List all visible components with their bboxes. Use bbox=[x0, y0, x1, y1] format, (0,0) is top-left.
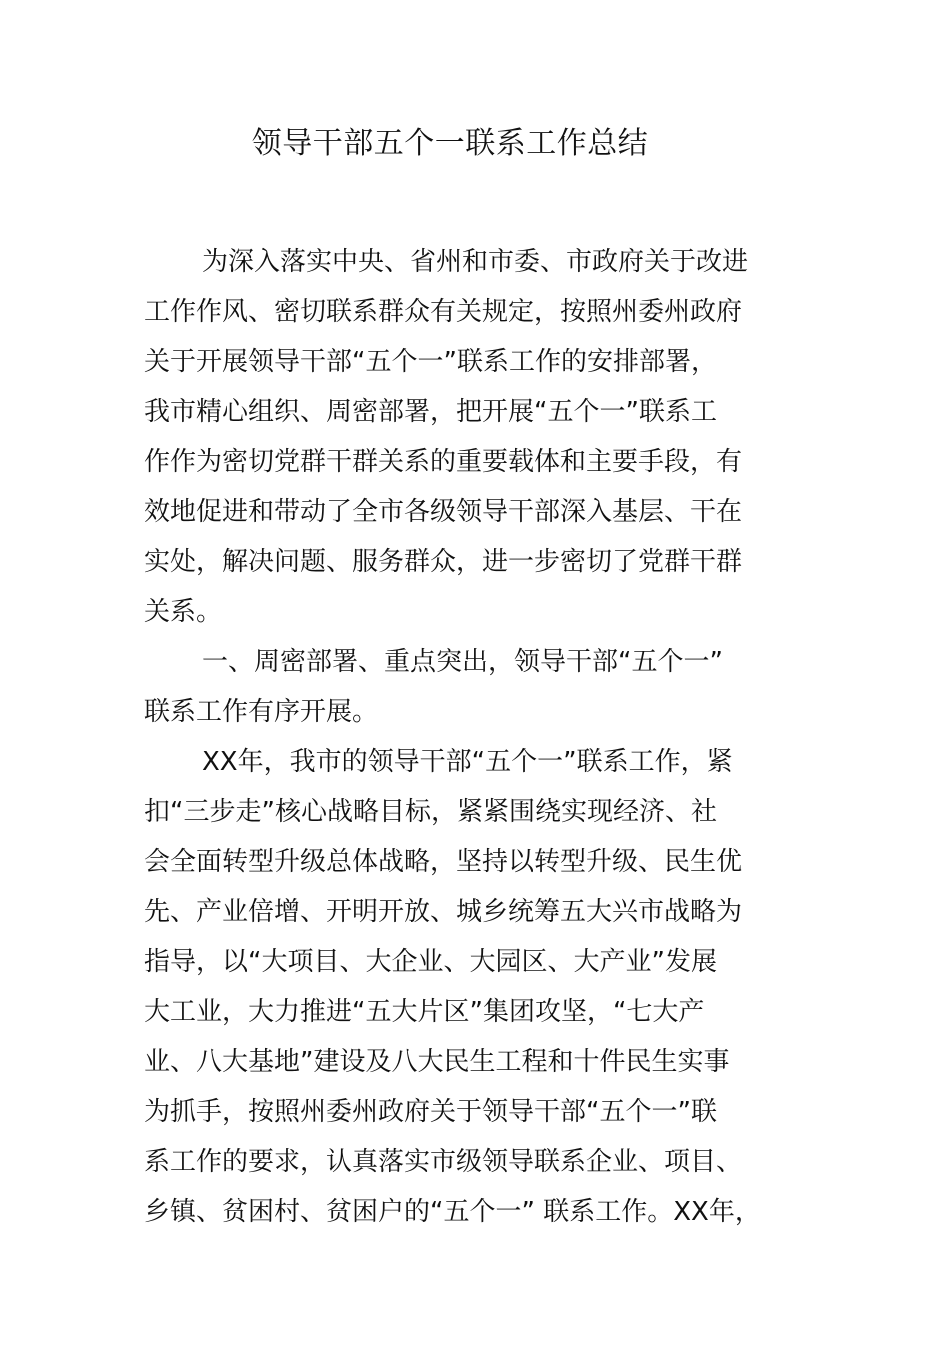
paragraph-line: 效地促进和带动了全市各级领导干部深入基层、干在 bbox=[144, 497, 743, 527]
paragraph-line: 扣“三步走”核心战略目标，紧紧围绕实现经济、社 bbox=[144, 797, 717, 827]
paragraph-line: 业、八大基地”建设及八大民生工程和十件民生实事 bbox=[144, 1047, 730, 1077]
paragraph-line: 系工作的要求，认真落实市级领导联系企业、项目、 bbox=[144, 1147, 743, 1177]
paragraph-line: 实处，解决问题、服务群众，进一步密切了党群干群 bbox=[144, 547, 743, 577]
paragraph-line: 联系工作有序开展。 bbox=[144, 697, 379, 727]
paragraph-line: 指导，以“大项目、大企业、大园区、大产业”发展 bbox=[144, 947, 717, 977]
document-title: 领导干部五个一联系工作总结 bbox=[251, 126, 649, 161]
paragraph-first-line: XX年，我市的领导干部“五个一”联系工作，紧 bbox=[202, 747, 733, 777]
paragraph-line: 为抓手，按照州委州政府关于领导干部“五个一”联 bbox=[144, 1097, 717, 1127]
paragraph-first-line: 为深入落实中央、省州和市委、市政府关于改进 bbox=[202, 247, 749, 277]
document-body bbox=[144, 237, 774, 1237]
paragraph-line: 关系。 bbox=[144, 597, 223, 627]
paragraph-line: 先、产业倍增、开明开放、城乡统筹五大兴市战略为 bbox=[144, 897, 743, 927]
paragraph-line: 工作作风、密切联系群众有关规定，按照州委州政府 bbox=[144, 297, 743, 327]
paragraph-line: 大工业，大力推进“五大片区”集团攻坚，“七大产 bbox=[144, 997, 705, 1027]
paragraph-line: 作作为密切党群干群关系的重要载体和主要手段，有 bbox=[144, 447, 743, 477]
paragraph-line: 我市精心组织、周密部署，把开展“五个一”联系工 bbox=[144, 397, 717, 427]
paragraph-first-line: 一、周密部署、重点突出，领导干部“五个一” bbox=[202, 647, 723, 677]
paragraph-line: 关于开展领导干部“五个一”联系工作的安排部署， bbox=[144, 347, 717, 377]
paragraph-line: 会全面转型升级总体战略，坚持以转型升级、民生优 bbox=[144, 847, 743, 877]
paragraph-line: 乡镇、贫困村、贫困户的“五个一” 联系工作。XX年， bbox=[144, 1197, 761, 1227]
